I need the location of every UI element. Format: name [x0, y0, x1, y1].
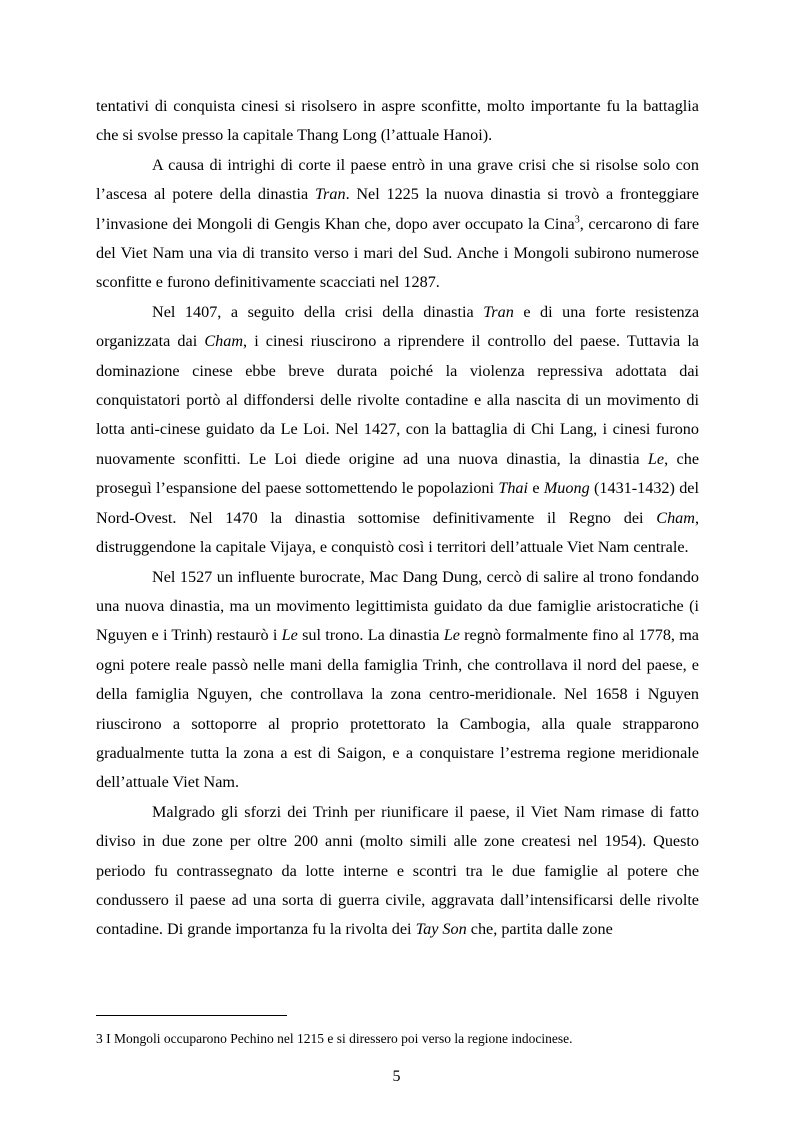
paragraph — [96, 92, 699, 151]
text-run: , che proseguì l’espansione del paese sottomettendo le popolazioni — [96, 449, 700, 498]
paragraph — [96, 151, 699, 298]
text-run: , cercarono di fare del Viet Nam una via di transito verso i mari del Sud. Anche i Mongoli subirono numerose sconfitte e furono definitivamente scacciati nel 1287. — [96, 214, 700, 292]
text-run: e — [528, 479, 544, 498]
paragraph — [96, 563, 699, 798]
text-run: che, partita dalle zone — [466, 920, 613, 939]
text-run: , distruggendone la capitale Vijaya, e conquistò così i territori dell’attuale Viet Nam centrale. — [96, 508, 699, 557]
paragraph — [96, 798, 699, 945]
italic-term: Cham — [204, 332, 244, 351]
text-run: tentativi di conquista cinesi si risolsero in aspre sconfitte, molto importante fu la battaglia che si svolse presso la capitale Thang Long (l’attuale Hanoi). — [96, 97, 699, 145]
text-run: . Nel 1225 la nuova dinastia si trovò a fronteggiare l’invasione dei Mongoli di Gengis Khan che, dopo aver occupato la Cina — [96, 185, 699, 233]
text-run: Nel 1527 un influente burocrate, Mac Dang Dung, cercò di salire al trono fondando una nuova dinastia, ma un movimento legittimista guidato da due famiglie aristocratiche (i Nguyen e i Trinh) restaurò i — [96, 567, 699, 645]
italic-term: Le — [281, 626, 298, 645]
footnote-divider — [96, 1015, 287, 1016]
paragraph — [96, 298, 699, 563]
italic-term: Tay Son — [415, 920, 467, 939]
italic-term: Tran — [483, 302, 514, 321]
italic-term: Le — [647, 449, 665, 468]
text-run: , i cinesi riuscirono a riprendere il controllo del paese. Tuttavia la dominazione cinese ebbe breve durata poiché la violenza repressiva adottata dai conquistatori portò al diffondersi delle rivolte contadine e alla nascita di un movimento di lotta anti-cinese guidato da Le Loi. Nel 1427, con la battaglia di Chi Lang, i cinesi furono nuovamente sconfitti. Le Loi diede origine ad una nuova dinastia, la dinastia — [96, 332, 699, 468]
italic-term: Thai — [498, 479, 529, 498]
italic-term: Le — [443, 626, 460, 645]
text-run: regnò formalmente fino al 1778, ma ogni potere reale passò nelle mani della famiglia Trinh, che controllava il nord del paese, e della famiglia Nguyen, che controllava la zona centro-meridionale. Nel 1658 i Nguyen riuscirono a sottoporre al proprio protettorato la Cambogia, alla quale strapparono gradualmente tutta la zona a est di Saigon, e a conquistare l’estrema regione meridionale dell’attuale Viet Nam. — [96, 626, 699, 792]
text-run: Nel 1407, a seguito della crisi della dinastia — [152, 302, 484, 321]
footnote: 3 I Mongoli occuparono Pechino nel 1215 e si diressero poi verso la regione indocinese. — [96, 1031, 573, 1046]
italic-term: Tran — [314, 185, 346, 204]
body-text — [96, 92, 699, 945]
text-run: Malgrado gli sforzi dei Trinh per riunificare il paese, il Viet Nam rimase di fatto diviso in due zone per oltre 200 anni (molto simili alle zone createsi nel 1954). Questo periodo fu contrassegnato da lotte interne e scontri tra le due famiglie al potere che condussero il paese ad una sorta di guerra civile, aggravata dall’intensificarsi delle rivolte contadine. Di grande importanza fu la rivolta dei — [96, 802, 699, 939]
italic-term: Muong — [543, 479, 590, 498]
text-run: e di una forte resistenza organizzata dai — [96, 302, 700, 351]
italic-term: Cham — [656, 508, 695, 527]
page-number: 5 — [392, 1068, 401, 1085]
text-run: sul trono. La dinastia — [297, 626, 444, 645]
text-run: A causa di intrighi di corte il paese entrò in una grave crisi che si risolse solo con l’ascesa al potere della dinastia — [96, 155, 699, 204]
text-run: (1431-1432) del Nord-Ovest. Nel 1470 la dinastia sottomise definitivamente il Regno dei — [96, 479, 699, 527]
footnote-reference: 3 — [574, 214, 580, 226]
